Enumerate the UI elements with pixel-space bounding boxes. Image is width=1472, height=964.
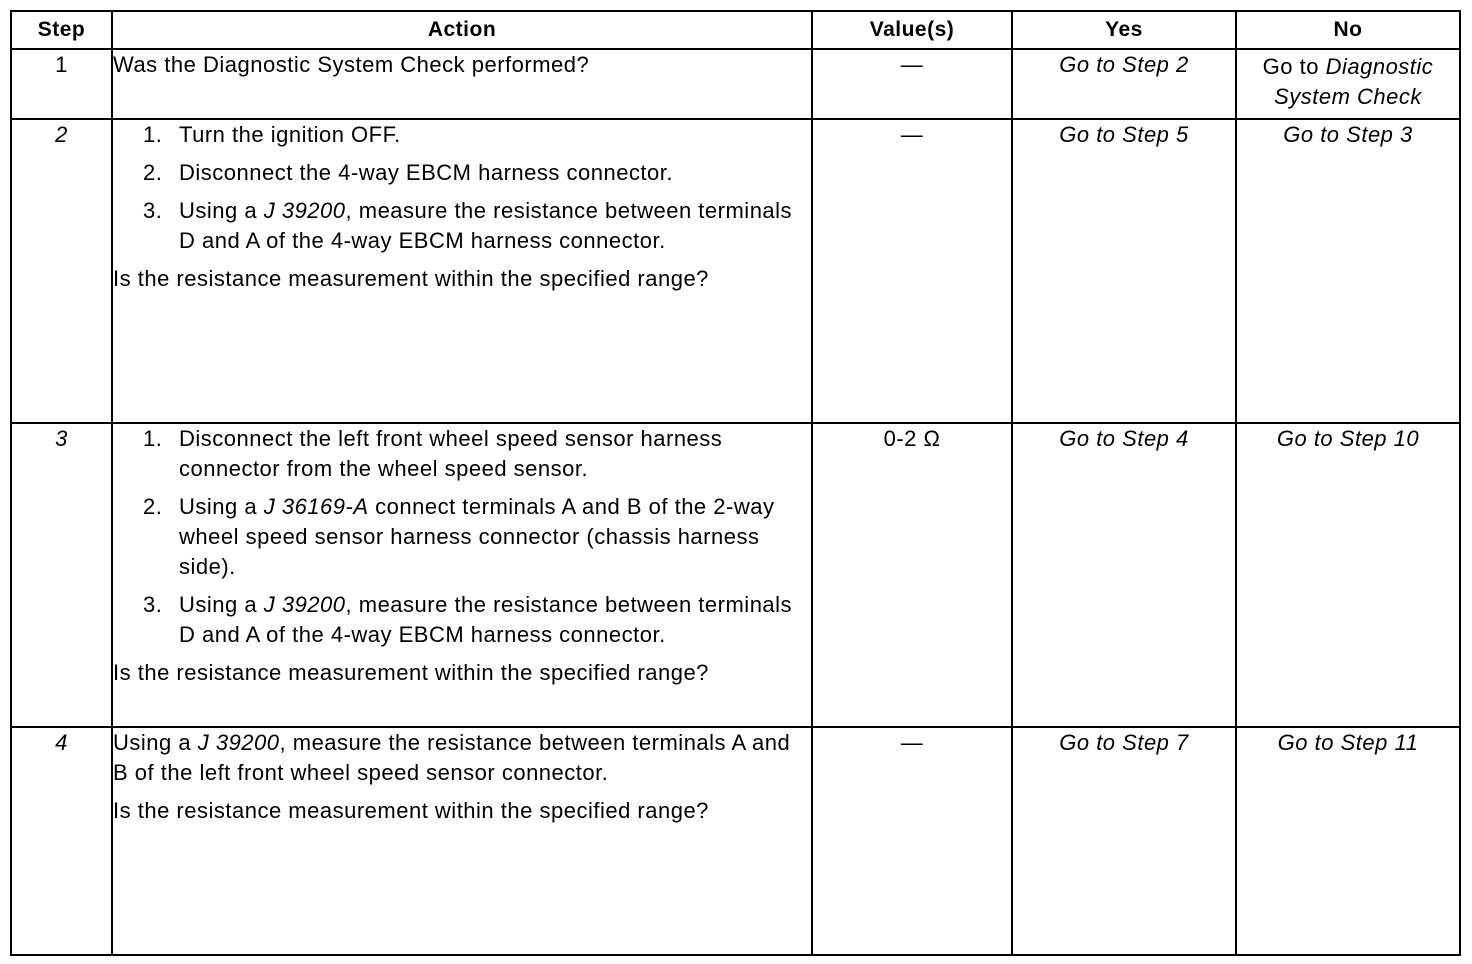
yes-action: Go to Step 5 bbox=[1059, 122, 1189, 147]
header-yes: Yes bbox=[1012, 11, 1236, 49]
table-row bbox=[11, 727, 1460, 955]
yes-cell bbox=[1012, 423, 1236, 727]
action-step-item bbox=[113, 196, 811, 256]
step-item-text: , measure the resistance between terminals D and A of the 4-way EBCM harness connector. bbox=[179, 198, 793, 253]
action-step-item bbox=[113, 158, 811, 188]
no-action-prefix: Go to bbox=[1262, 54, 1326, 79]
yes-cell bbox=[1012, 119, 1236, 423]
no-action-link: Diagnostic System Check bbox=[1274, 54, 1434, 109]
action-steps bbox=[113, 120, 811, 256]
value-text: — bbox=[900, 122, 924, 147]
step-item-number: 3. bbox=[143, 198, 163, 223]
tool-name: J 39200 bbox=[197, 730, 280, 755]
step-number: 2 bbox=[11, 119, 112, 423]
header-action: Action bbox=[112, 11, 812, 49]
table-row bbox=[11, 49, 1460, 119]
value-cell bbox=[812, 119, 1012, 423]
no-action: Go to Step 3 bbox=[1283, 122, 1413, 147]
no-cell bbox=[1236, 49, 1460, 119]
step-item-number: 3. bbox=[143, 592, 163, 617]
yes-action: Go to Step 4 bbox=[1059, 426, 1189, 451]
action-intro bbox=[113, 728, 811, 788]
step-item-number: 2. bbox=[143, 494, 163, 519]
action-intro-text: , measure the resistance between terminals A and B of the left front wheel speed sensor connector. bbox=[113, 730, 791, 785]
action-question: Is the resistance measurement within the specified range? bbox=[113, 798, 709, 823]
value-text: — bbox=[900, 730, 924, 755]
no-action: Go to Step 10 bbox=[1276, 426, 1420, 451]
header-no: No bbox=[1236, 11, 1460, 49]
action-intro-text: Using a bbox=[113, 730, 198, 755]
header-values: Value(s) bbox=[812, 11, 1012, 49]
step-item-text: Disconnect the left front wheel speed sensor harness connector from the wheel speed sensor. bbox=[179, 426, 723, 481]
yes-cell bbox=[1012, 49, 1236, 119]
yes-cell bbox=[1012, 727, 1236, 955]
action-cell bbox=[112, 727, 812, 955]
value-cell bbox=[812, 423, 1012, 727]
action-cell bbox=[112, 49, 812, 119]
header-step: Step bbox=[11, 11, 112, 49]
step-item-text: Using a bbox=[179, 198, 264, 223]
diagnostic-table bbox=[10, 10, 1461, 956]
step-item-text: Using a bbox=[179, 592, 264, 617]
no-action: Go to Step 11 bbox=[1277, 730, 1419, 755]
action-step-item bbox=[113, 120, 811, 150]
no-cell bbox=[1236, 727, 1460, 955]
header-row bbox=[11, 11, 1460, 49]
step-item-number: 1. bbox=[143, 122, 163, 147]
value-text: 0-2 Ω bbox=[883, 426, 941, 451]
value-cell bbox=[812, 49, 1012, 119]
step-item-text: Using a bbox=[179, 494, 264, 519]
action-steps bbox=[113, 424, 811, 650]
tool-name: J 39200 bbox=[263, 592, 346, 617]
action-cell bbox=[112, 423, 812, 727]
tool-name: J 39200 bbox=[263, 198, 346, 223]
action-question: Is the resistance measurement within the specified range? bbox=[113, 660, 709, 685]
value-text: — bbox=[900, 52, 924, 77]
step-item-text: , measure the resistance between terminals D and A of the 4-way EBCM harness connector. bbox=[179, 592, 793, 647]
no-cell bbox=[1236, 423, 1460, 727]
action-step-item bbox=[113, 424, 811, 484]
step-item-number: 1. bbox=[143, 426, 163, 451]
no-cell bbox=[1236, 119, 1460, 423]
value-cell bbox=[812, 727, 1012, 955]
action-cell bbox=[112, 119, 812, 423]
step-number: 1 bbox=[11, 49, 112, 119]
tool-name: J 36169-A bbox=[263, 494, 369, 519]
action-question: Was the Diagnostic System Check performed? bbox=[113, 52, 590, 77]
step-item-number: 2. bbox=[143, 160, 163, 185]
step-item-text: Turn the ignition OFF. bbox=[179, 122, 401, 147]
step-item-text: Disconnect the 4-way EBCM harness connector. bbox=[179, 160, 674, 185]
action-step-item bbox=[113, 492, 811, 582]
step-number: 3 bbox=[11, 423, 112, 727]
yes-action: Go to Step 7 bbox=[1059, 730, 1189, 755]
table-row bbox=[11, 119, 1460, 423]
action-step-item bbox=[113, 590, 811, 650]
step-item-text: connect terminals A and B of the 2-way wheel speed sensor harness connector (chassis harness side). bbox=[179, 494, 775, 579]
yes-action: Go to Step 2 bbox=[1059, 52, 1189, 77]
action-question: Is the resistance measurement within the specified range? bbox=[113, 266, 709, 291]
table-row bbox=[11, 423, 1460, 727]
step-number: 4 bbox=[11, 727, 112, 955]
